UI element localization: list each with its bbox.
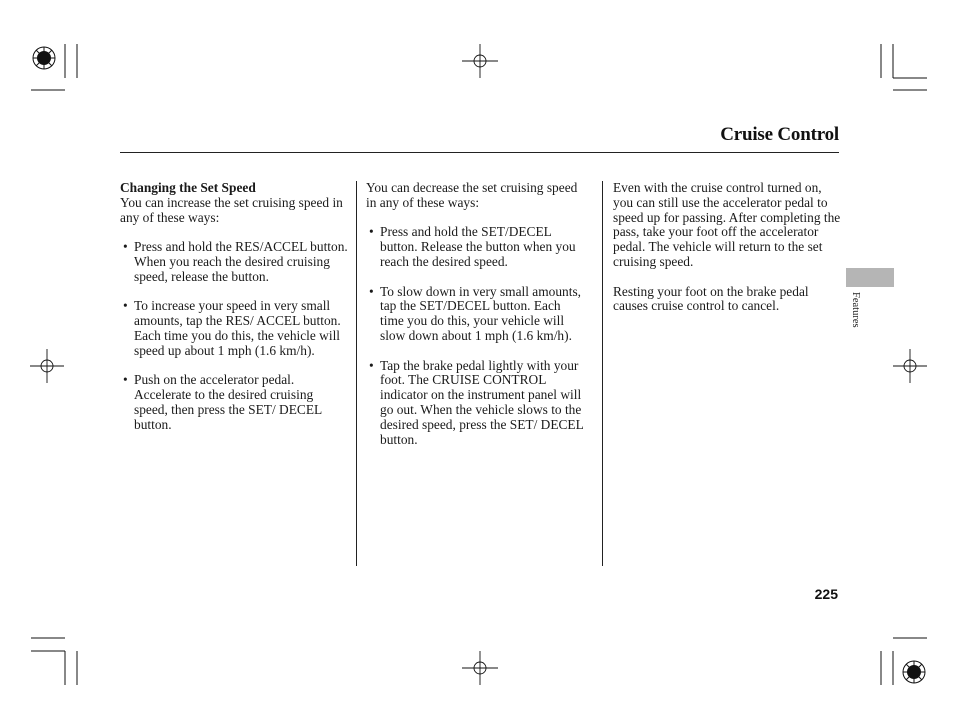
column-divider	[356, 181, 357, 566]
bullet-icon: •	[123, 372, 128, 388]
list-item: • Push on the accelerator pedal. Accelerate to the desired cruising speed, then press the SET/ DECEL button.	[123, 372, 322, 432]
intro-text: You can increase the set cruising speed in any of these ways:	[120, 194, 343, 225]
starburst-target-bottom-right	[903, 661, 925, 683]
starburst-target-top-left	[33, 47, 55, 69]
bullet-icon: •	[369, 224, 374, 240]
bullet-icon: •	[369, 357, 374, 373]
page-title: Cruise Control	[720, 124, 839, 145]
title-rule	[120, 152, 839, 153]
list-item: • Press and hold the RES/ACCEL button. When you reach the desired cruising speed, release the button.	[123, 239, 348, 284]
bullet-icon: •	[123, 239, 128, 255]
column-1	[120, 181, 348, 433]
list-item: • Press and hold the SET/DECEL button. Release the button when you reach the desired speed.	[369, 224, 576, 269]
column-2	[366, 181, 586, 447]
intro-text: You can decrease the set cruising speed in any of these ways:	[366, 180, 578, 210]
list-item: • Tap the brake pedal lightly with your foot. The CRUISE CONTROL indicator on the instrument panel will go out. When the vehicle slows to the desired speed, press the SET/ DECEL button.	[369, 357, 584, 447]
paragraph: Resting your foot on the brake pedal causes cruise control to cancel.	[613, 283, 809, 314]
column-divider	[602, 181, 603, 566]
column-3	[613, 181, 841, 314]
paragraph: Even with the cruise control turned on, you can still use the accelerator pedal to speed up for passing. After completing the pass, take your foot off the accelerator pedal. The vehicle will return to the set cruising speed.	[613, 180, 841, 269]
list-item: • To increase your speed in very small amounts, tap the RES/ ACCEL button. Each time you do this, the vehicle will speed up about 1 mph (1.6 km/h).	[123, 298, 341, 358]
bullet-icon: •	[123, 298, 128, 314]
section-tab-label: Features	[850, 292, 861, 328]
section-tab	[846, 268, 894, 287]
bullet-icon: •	[369, 283, 374, 299]
subheading: Changing the Set Speed	[120, 180, 256, 195]
page-number: 225	[814, 586, 838, 602]
list-item: • To slow down in very small amounts, tap the SET/DECEL button. Each time you do this, your vehicle will slow down about 1 mph (1.6 km/h).	[369, 283, 582, 343]
